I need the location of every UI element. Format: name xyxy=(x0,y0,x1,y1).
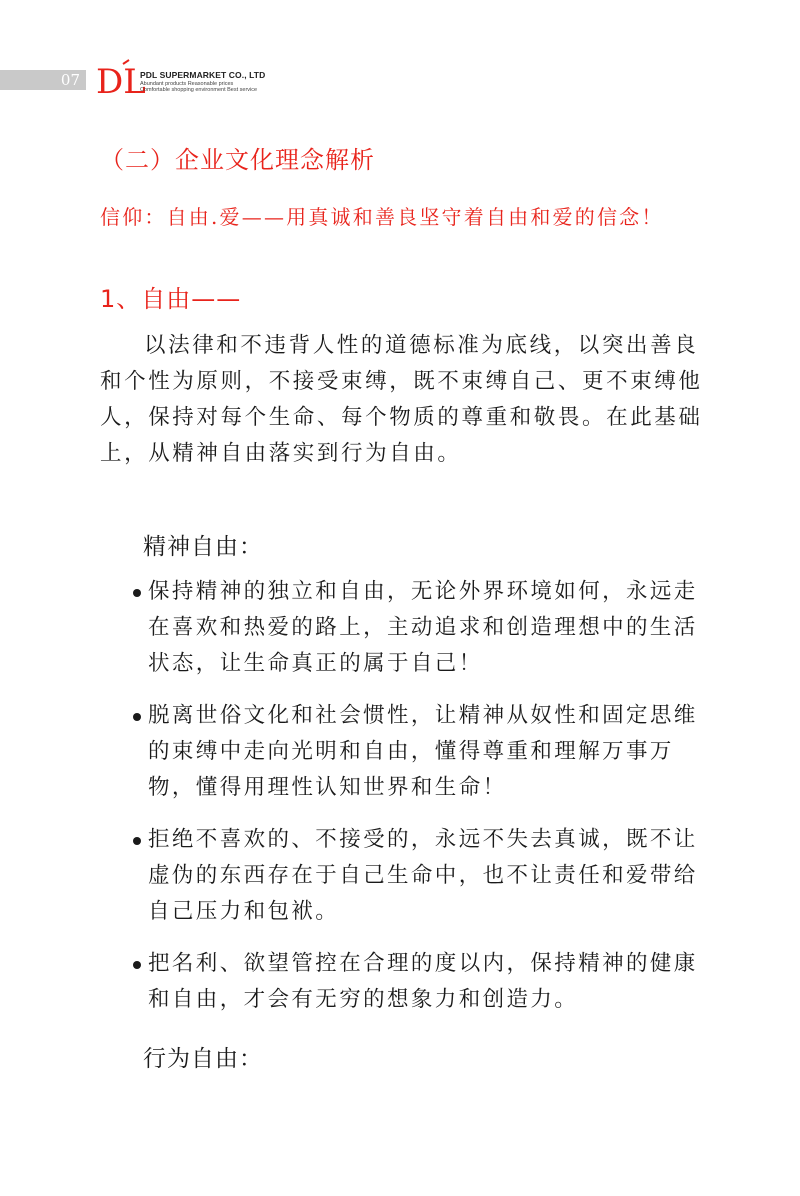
spirit-freedom-list xyxy=(130,574,710,1034)
company-name: PDL SUPERMARKET CO., LTD xyxy=(140,70,266,80)
behavior-freedom-heading: 行为自由： xyxy=(143,1046,263,1072)
svg-text:DL: DL xyxy=(96,62,146,102)
company-tagline-2: Comfortable shopping environment Best service xyxy=(140,87,258,93)
list-item xyxy=(130,822,710,930)
sub-title-freedom: 1、自由—— xyxy=(100,285,242,313)
bullet-icon xyxy=(133,589,141,597)
list-item xyxy=(130,946,710,1018)
list-item xyxy=(130,574,710,682)
list-item-text: 保持精神的独立和自由，无论外界环境如何，永远走在喜欢和热爱的路上，主动追求和创造理想中的生活状态，让生命真正的属于自己！ xyxy=(148,579,698,676)
page-number-bar xyxy=(0,70,86,90)
list-item-text: 拒绝不喜欢的、不接受的，永远不失去真诚，既不让虚伪的东西存在于自己生命中，也不让责任和爱带给自己压力和包袱。 xyxy=(148,827,698,924)
bullet-icon xyxy=(133,961,141,969)
page-header xyxy=(0,58,800,118)
section-title: （二）企业文化理念解析 xyxy=(100,146,375,174)
list-item-text: 把名利、欲望管控在合理的度以内，保持精神的健康和自由，才会有无穷的想象力和创造力。 xyxy=(148,951,698,1012)
spirit-freedom-heading: 精神自由： xyxy=(143,534,263,560)
motto: 信仰：自由.爱——用真诚和善良坚守着自由和爱的信念！ xyxy=(100,205,664,229)
intro-paragraph: 以法律和不违背人性的道德标准为底线，以突出善良和个性为原则，不接受束缚，既不束缚自己、更不束缚他人，保持对每个生命、每个物质的尊重和敬畏。在此基础上，从精神自由落实到行为自由。 xyxy=(100,333,703,466)
bullet-icon xyxy=(133,713,141,721)
bullet-icon xyxy=(133,837,141,845)
page-number: 07 xyxy=(60,71,80,89)
company-tagline-1: Abundant products Reasonable prices xyxy=(140,81,234,87)
dl-logo-icon xyxy=(96,60,146,102)
list-item-text: 脱离世俗文化和社会惯性，让精神从奴性和固定思维的束缚中走向光明和自由，懂得尊重和理解万事万物，懂得用理性认知世界和生命！ xyxy=(148,703,698,800)
list-item xyxy=(130,698,710,806)
